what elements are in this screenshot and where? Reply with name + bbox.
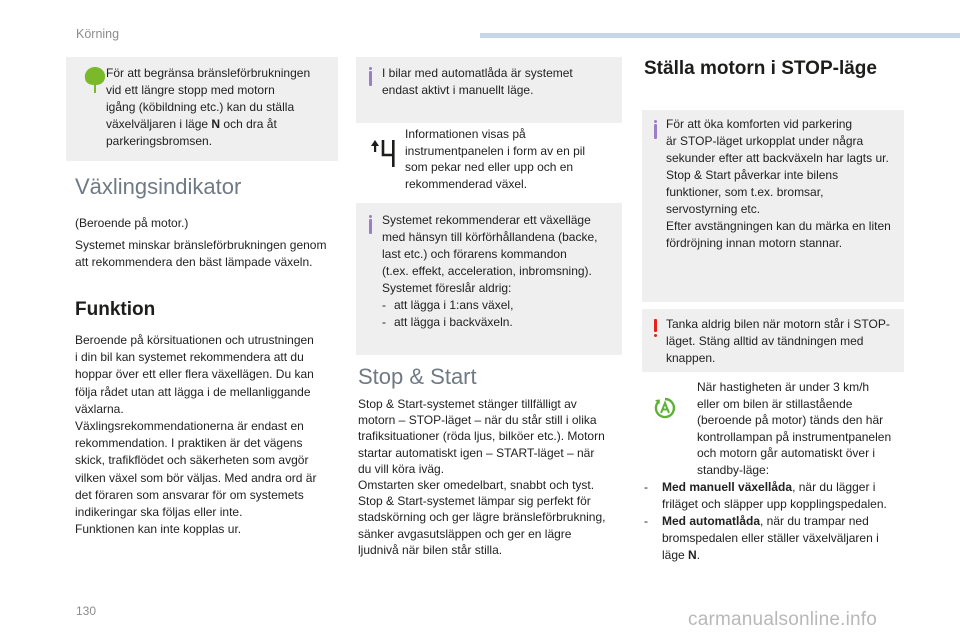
stop-start-line: startar automatiskt igen – START-läget – när xyxy=(358,445,595,460)
system-note-line: (t.ex. effekt, acceleration, inbromsning). xyxy=(382,264,592,278)
auto-note-line: endast aktivt i manuellt läge. xyxy=(382,83,534,97)
intro-line: att rekommendera den bäst lämpade växeln. xyxy=(75,255,313,270)
heading-stop-lage: Ställa motorn i STOP-läge xyxy=(644,58,877,79)
stop-start-line: Stop & Start-systemet lämpar sig perfekt för xyxy=(358,494,591,509)
speed-note-line: standby-läge: xyxy=(697,462,770,477)
function-line: det föraren som ansvarar för om systemets xyxy=(75,487,304,502)
function-line: Växlingsrekommendationerna är endast en xyxy=(75,419,304,434)
info-icon xyxy=(654,124,657,139)
warning-note-line: knappen. xyxy=(666,351,716,365)
stop-start-a-icon xyxy=(652,395,678,426)
auto-note-box xyxy=(356,57,622,123)
speed-note-line: och motorn går automatiskt över i xyxy=(697,446,876,460)
list-item xyxy=(644,513,906,564)
comfort-note-line: fördröjning innan motorn stannar. xyxy=(666,236,843,250)
function-line: i din bil kan systemet rekommendera att du xyxy=(75,350,304,365)
list-item xyxy=(382,314,620,331)
conditions-list xyxy=(644,479,906,564)
speed-note xyxy=(697,379,907,478)
heading-vaxlingsindikator: Växlingsindikator xyxy=(75,174,242,199)
intro-paragraph-2 xyxy=(75,237,350,271)
list-dash: - xyxy=(382,298,386,312)
list-bold: Med manuell växellåda xyxy=(662,480,793,494)
eco-note-line: parkeringsbromsen. xyxy=(106,134,213,148)
system-note-line: last etc.) och förarens kommandon xyxy=(382,247,567,261)
watermark: carmanualsonline.info xyxy=(688,609,878,630)
comfort-note-line: För att öka komforten vid parkering xyxy=(666,117,853,131)
display-note-line: instrumentpanelen i form av en pil xyxy=(405,143,586,158)
list-text: att lägga i 1:ans växel, xyxy=(394,298,514,312)
speed-note-line: (beroende på motor) tänds den här xyxy=(697,413,884,427)
info-icon xyxy=(369,71,372,86)
eco-note-line: växelväljaren i läge xyxy=(106,117,212,131)
system-note-line: med hänsyn till körförhållandena (backe, xyxy=(382,230,598,244)
eco-leaf-icon xyxy=(82,65,108,100)
list-item xyxy=(382,297,620,314)
comfort-note-box xyxy=(642,110,904,302)
heading-stop-start: Stop & Start xyxy=(358,364,477,389)
list-dash: - xyxy=(644,514,648,528)
list-text: att lägga i backväxeln. xyxy=(394,315,513,329)
list-text: , när du lägger i xyxy=(792,480,876,494)
header-bar xyxy=(480,33,960,38)
comfort-note-line: funktioner, som t.ex. bromsar, xyxy=(666,185,824,199)
gear-shift-indicator-icon xyxy=(366,136,398,173)
comfort-note-line: Stop & Start påverkar inte bilens xyxy=(666,168,839,182)
function-line: rekommendation. I praktiken är det vägens xyxy=(75,436,303,451)
eco-note-line: vid ett längre stopp med motorn xyxy=(106,83,275,97)
list-bold: Med automatlåda xyxy=(662,514,761,528)
function-line: Beroende på körsituationen och utrustningen xyxy=(75,333,314,347)
eco-note-line: För att begränsa bränsleförbrukningen xyxy=(106,66,311,80)
warning-note-line: Tanka aldrig bilen när motorn står i STOP- xyxy=(666,317,890,331)
stop-start-paragraph xyxy=(358,396,628,558)
list-text: . xyxy=(696,548,701,562)
list-bold: N xyxy=(688,548,697,562)
page-number: 130 xyxy=(76,604,97,618)
display-note-line: Informationen visas på xyxy=(405,127,526,141)
comfort-note-line: Efter avstängningen kan du märka en liten xyxy=(666,219,891,233)
function-line: indikeringar ska följas eller inte. xyxy=(75,505,243,520)
list-text: läge xyxy=(662,548,689,562)
function-paragraph xyxy=(75,332,350,538)
list-text: friläget och släpper upp kopplingspedalen. xyxy=(662,497,887,511)
stop-start-line: trafiksituationer (röda ljus, bilköer etc.). Motorn xyxy=(358,429,605,444)
stop-start-line: stadskörning och ger lägre bränsleförbrukning, xyxy=(358,510,606,525)
warning-note-box xyxy=(642,309,904,372)
system-note-line: Systemet föreslår aldrig: xyxy=(382,281,512,295)
comfort-note-line: servostyrning etc. xyxy=(666,202,761,216)
function-line: hoppar över ett eller flera växellägen. Du kan xyxy=(75,367,314,382)
function-line: Funktionen kan inte kopplas ur. xyxy=(75,522,242,537)
eco-note-line: igång (köbildning etc.) kan du ställa xyxy=(106,100,295,114)
header-section-label: Körning xyxy=(76,27,120,41)
display-note xyxy=(405,126,620,193)
speed-note-line: kontrollampan på instrumentpanelen xyxy=(697,429,892,444)
warning-note-line: läget. Stäng alltid av tändningen med xyxy=(666,334,864,348)
speed-note-line: eller om bilen är stillastående xyxy=(697,396,853,411)
function-line: vilken växel som bör väljas. Med andra ord är xyxy=(75,470,317,485)
list-item xyxy=(644,479,906,513)
intro-line: Systemet minskar bränsleförbrukningen genom xyxy=(75,238,327,252)
function-line: växlarna. xyxy=(75,401,124,416)
system-note-box xyxy=(356,203,622,355)
list-text: bromspedalen eller ställer växelväljaren i xyxy=(662,531,879,545)
comfort-note-line: är STOP-läget urkopplat under några xyxy=(666,134,864,148)
function-line: skick, trafikflödet och säkerheten som avgör xyxy=(75,453,309,468)
stop-start-line: Stop & Start-systemet stänger tillfälligt av xyxy=(358,397,577,411)
heading-funktion: Funktion xyxy=(75,299,156,320)
system-note-line: Systemet rekommenderar ett växelläge xyxy=(382,213,591,227)
warning-icon xyxy=(654,319,657,332)
stop-start-line: du vill köra iväg. xyxy=(358,461,445,476)
list-text: , när du trampar ned xyxy=(760,514,869,528)
eco-note-gear-n: N xyxy=(211,117,221,131)
list-dash: - xyxy=(644,480,648,494)
intro-paragraph-1 xyxy=(75,215,345,232)
comfort-note-line: sekunder efter att backväxeln har lagts ur. xyxy=(666,151,889,165)
function-line: följa rådet utan att lägga i de mellanliggande xyxy=(75,384,311,399)
speed-note-line: När hastigheten är under 3 km/h xyxy=(697,380,870,394)
eco-note-box xyxy=(66,57,338,161)
list-dash: - xyxy=(382,315,386,329)
display-note-line: som pekar ned eller upp och en xyxy=(405,160,574,175)
stop-start-line: Omstarten sker omedelbart, snabbt och tyst. xyxy=(358,478,595,493)
eco-note-line: och dra åt xyxy=(220,117,277,131)
stop-start-line: ljudnivå när bilen står stilla. xyxy=(358,542,503,557)
stop-start-line: sänker avgasutsläppen och ger en lägre xyxy=(358,526,572,541)
intro-line: (Beroende på motor.) xyxy=(75,216,189,230)
auto-note-line: I bilar med automatlåda är systemet xyxy=(382,66,573,80)
info-icon xyxy=(369,219,372,234)
stop-start-line: motorn – STOP-läget – när du står still i olika xyxy=(358,413,597,428)
display-note-line: rekommenderad växel. xyxy=(405,177,528,192)
